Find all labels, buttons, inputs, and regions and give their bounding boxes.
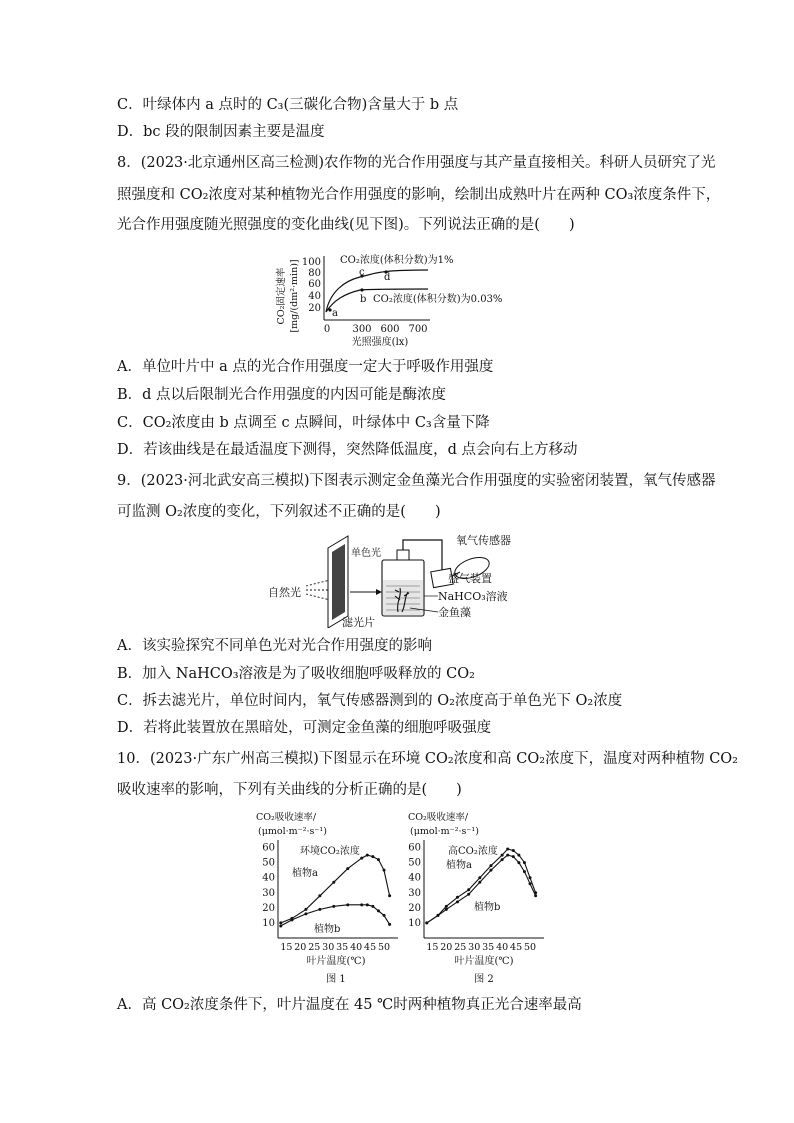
- q9-option-c: C．拆去滤光片，单位时间内，氧气传感器测到的 O₂浓度高于单色光下 O₂浓度: [117, 693, 623, 709]
- q8-xtick: 700: [408, 324, 428, 335]
- q8-xtick: 600: [380, 324, 400, 335]
- fig2-data-point: [478, 881, 481, 884]
- q9-mono-arrowhead: [376, 589, 382, 595]
- q9-option-a: A．该实验探究不同单色光对光合作用强度的影响: [117, 638, 432, 654]
- fig2-data-point: [489, 869, 492, 872]
- q8-label-low-co2: CO₂浓度(体积分数)为0.03%: [373, 294, 503, 305]
- q9-stem-line1: 9．(2023·河北武安高三模拟)下图表示测定金鱼藻光合作用强度的实验密闭装置，氧气传感器: [117, 473, 716, 489]
- q8-ylabel1: CO₂固定速率: [276, 267, 287, 325]
- fig1-data-point: [279, 924, 282, 927]
- q9-filter-label: 滤光片: [342, 616, 375, 628]
- q9-gas-box-label: 盛气装置: [448, 572, 492, 585]
- fig2-ytick: 40: [408, 872, 421, 884]
- q10-option-a: A．高 CO₂浓度条件下，叶片温度在 45 ℃时两种植物真正光合速率最高: [117, 997, 582, 1013]
- q10-stem-line2: 吸收速率的影响，下列有关曲线的分析正确的是( ): [117, 782, 462, 798]
- fig1-data-point: [383, 869, 386, 872]
- q8-stem-line2: 照强度和 CO₂浓度对某种植物光合作用强度的影响，绘制出成熟叶片在两种 CO₃浓度条件下，: [117, 187, 721, 203]
- q8-curve-high-co2: [326, 270, 428, 312]
- fig2-data-point: [445, 908, 448, 911]
- fig1-data-point: [346, 903, 349, 906]
- fig1-ytick: 50: [262, 857, 275, 869]
- fig1-data-point: [377, 858, 380, 861]
- fig2-data-point: [523, 861, 526, 864]
- q9-mono-light-label: 单色光: [351, 548, 381, 559]
- fig1-y-ticks: [262, 843, 275, 929]
- fig2-xtick: 15: [426, 942, 439, 953]
- fig1-x-ticks: [280, 942, 390, 953]
- fig1-data-point: [318, 894, 321, 897]
- fig2-ytick: 30: [408, 887, 421, 899]
- q9-option-b: B．加入 NaHCO₃溶液是为了吸收细胞呼吸释放的 CO₂: [117, 666, 475, 682]
- q8-option-b: B．d 点以后限制光合作用强度的内因可能是酶浓度: [117, 387, 447, 403]
- fig2-data-point: [506, 854, 509, 857]
- q8-chart: [270, 248, 530, 350]
- fig2-xlabel: 叶片温度(℃): [454, 956, 514, 967]
- fig2-ytick: 50: [408, 857, 421, 869]
- q9-sensor-label: 氧气传感器: [456, 534, 511, 547]
- q8-label-a: a: [332, 308, 338, 319]
- fig1-xtick: 35: [336, 942, 349, 953]
- q7-option-d: D．bc 段的限制因素主要是温度: [117, 124, 325, 140]
- fig1-data-point: [304, 912, 307, 915]
- fig1-ytick: 10: [262, 917, 275, 929]
- fig2-xtick: 45: [510, 942, 523, 953]
- fig2-ytick: 20: [408, 902, 421, 914]
- fig2-xtick: 35: [482, 942, 495, 953]
- fig2-ytick: 10: [408, 917, 421, 929]
- q8-stem-line3: 光合作用强度随光照强度的变化曲线(见下图)。下列说法正确的是( ): [117, 217, 575, 233]
- fig2-data-point: [467, 893, 470, 896]
- fig1-data-point: [388, 923, 391, 926]
- fig1-label-plant-a: 植物a: [292, 868, 318, 879]
- fig2-data-point: [478, 876, 481, 879]
- q10-stem-line1: 10．(2023·广东广州高三模拟)下图显示在环境 CO₂浓度和高 CO₂浓度下，温度对两种植物 CO₂: [117, 751, 738, 767]
- fig2-data-point: [512, 855, 515, 858]
- q9-option-d: D．若将此装置放在黑暗处，可测定金鱼藻的细胞呼吸强度: [117, 720, 492, 736]
- fig1-plot: [279, 854, 391, 928]
- fig2-data-point: [534, 894, 537, 897]
- fig1-xlabel: 叶片温度(℃): [306, 956, 366, 967]
- q9-natural-light-label: 自然光: [268, 586, 301, 599]
- fig2-data-point: [501, 858, 504, 861]
- q9-filter-glass: [332, 544, 345, 620]
- fig2-data-point: [506, 848, 509, 851]
- fig2-data-point: [523, 870, 526, 873]
- fig2-label-plant-a: 植物a: [446, 860, 472, 871]
- fig1-xtick: 40: [350, 942, 363, 953]
- fig2-data-point: [456, 896, 459, 899]
- fig2-data-point: [512, 849, 515, 852]
- q8-xlabel: 光照强度(lx): [351, 337, 409, 348]
- fig1-ytick: 30: [262, 887, 275, 899]
- fig2-data-point: [436, 914, 439, 917]
- fig1-ytick: 20: [262, 902, 275, 914]
- fig1-data-point: [360, 857, 363, 860]
- fig2-data-point: [517, 861, 520, 864]
- fig1-condition: 环境CO₂浓度: [300, 846, 360, 857]
- q10-figure-1: [248, 808, 408, 990]
- q10-figure-2: [404, 808, 554, 990]
- fig1-xtick: 30: [322, 942, 335, 953]
- fig1-xtick: 25: [308, 942, 321, 953]
- q8-ytick: 40: [308, 291, 321, 302]
- fig1-xtick: 45: [364, 942, 377, 953]
- q8-option-c: C．CO₂浓度由 b 点调至 c 点瞬间，叶绿体中 C₃含量下降: [117, 415, 490, 431]
- fig2-y-ticks: [408, 843, 421, 929]
- fig2-data-point: [517, 854, 520, 857]
- fig2-data-point: [489, 864, 492, 867]
- fig2-data-point: [425, 921, 428, 924]
- fig1-ytitle2: (μmol·m⁻²·s⁻¹): [258, 826, 327, 837]
- fig2-x-ticks: [426, 942, 536, 953]
- fig2-data-point: [467, 888, 470, 891]
- q8-label-b: b: [360, 294, 367, 305]
- q8-ytick: 60: [308, 279, 321, 290]
- fig2-data-point: [529, 876, 532, 879]
- fig1-ytick: 60: [262, 842, 275, 854]
- q8-ytick: 20: [308, 303, 321, 314]
- fig1-data-point: [279, 921, 282, 924]
- fig2-xtick: 50: [523, 942, 537, 953]
- fig2-ytitle2: (μmol·m⁻²·s⁻¹): [410, 826, 479, 837]
- fig1-data-point: [290, 918, 293, 921]
- q9-light-rays: [306, 580, 330, 600]
- fig1-label-plant-b: 植物b: [314, 924, 341, 935]
- fig1-data-point: [366, 854, 369, 857]
- q9-solution-label: NaHCO₃溶液: [438, 590, 508, 603]
- q8-label-c: c: [359, 267, 365, 278]
- fig1-series-line-plant-a: [281, 855, 390, 923]
- fig2-xtick: 40: [496, 942, 509, 953]
- fig1-data-point: [360, 903, 363, 906]
- q8-ytick: 100: [301, 257, 321, 268]
- fig2-ytitle1: CO₂吸收速率/: [408, 812, 469, 823]
- fig1-data-point: [366, 903, 369, 906]
- fig2-xtick: 30: [468, 942, 481, 953]
- fig2-caption: 图 2: [474, 974, 494, 985]
- q8-ytick: 80: [308, 268, 321, 279]
- fig1-xtick: 15: [280, 942, 293, 953]
- fig1-ytick: 40: [262, 872, 275, 884]
- q8-xtick: 300: [352, 324, 372, 335]
- fig1-data-point: [318, 908, 321, 911]
- fig1-data-point: [332, 905, 335, 908]
- q8-point-b: [360, 288, 363, 291]
- q9-plant-label: 金鱼藻: [438, 606, 471, 619]
- q8-ylabel2: [mg/(dm²·min)]: [289, 259, 300, 333]
- q8-label-high-co2: CO₂浓度(体积分数)为1%: [340, 255, 454, 266]
- fig1-data-point: [377, 909, 380, 912]
- fig2-data-point: [501, 854, 504, 857]
- fig1-data-point: [371, 855, 374, 858]
- fig1-caption: 图 1: [326, 974, 346, 985]
- q9-stem-line2: 可监测 O₂浓度的变化，下列叙述不正确的是( ): [117, 504, 441, 520]
- fig1-ytitle1: CO₂吸收速率/: [256, 812, 317, 823]
- fig1-xtick: 50: [377, 942, 391, 953]
- fig1-data-point: [346, 867, 349, 870]
- fig1-data-point: [332, 881, 335, 884]
- fig1-xtick: 20: [294, 942, 307, 953]
- q8-label-d: d: [384, 272, 391, 283]
- fig1-data-point: [388, 894, 391, 897]
- fig2-label-plant-b: 植物b: [474, 902, 501, 913]
- q8-option-a: A．单位叶片中 a 点的光合作用强度一定大于呼吸作用强度: [117, 359, 494, 375]
- q7-option-c: C．叶绿体内 a 点时的 C₃(三碳化合物)含量大于 b 点: [117, 97, 459, 113]
- fig2-data-point: [529, 882, 532, 885]
- fig2-data-point: [456, 900, 459, 903]
- fig2-condition: 高CO₂浓度: [448, 846, 498, 857]
- q8-xtick: 0: [323, 324, 331, 335]
- q8-stem-line1: 8．(2023·北京通州区高三检测)农作物的光合作用强度与其产量直接相关。科研人员研究了光: [117, 155, 716, 171]
- q9-stopper: [397, 550, 409, 560]
- fig2-xtick: 25: [454, 942, 467, 953]
- q9-apparatus: [262, 530, 532, 628]
- fig1-data-point: [371, 905, 374, 908]
- fig2-ytick: 60: [408, 842, 421, 854]
- fig1-data-point: [383, 914, 386, 917]
- fig1-data-point: [304, 908, 307, 911]
- q8-option-d: D．若该曲线是在最适温度下测得，突然降低温度，d 点会向右上方移动: [117, 442, 578, 458]
- fig2-data-point: [445, 905, 448, 908]
- fig2-xtick: 20: [440, 942, 453, 953]
